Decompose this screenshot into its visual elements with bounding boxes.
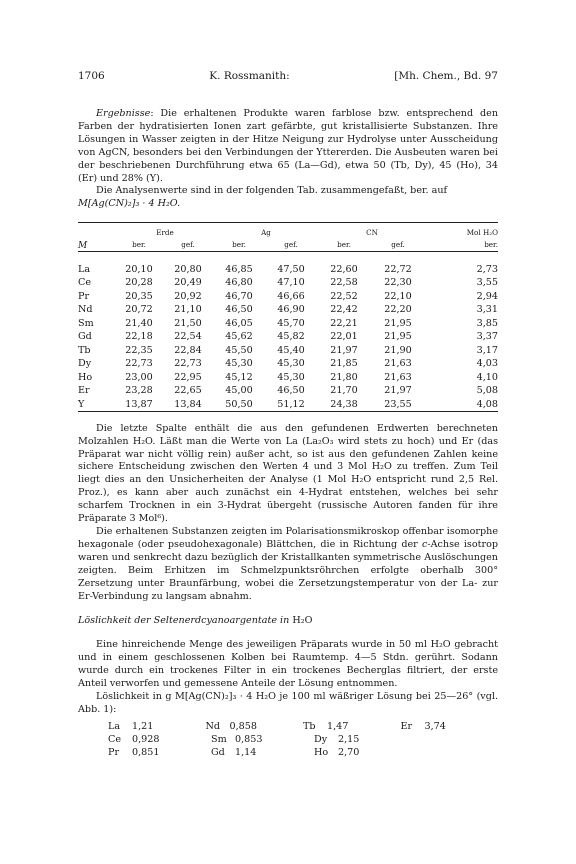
value-cell: 20,80 (174, 263, 202, 275)
value-cell: 20,92 (174, 290, 202, 302)
value-cell: 46,85 (225, 263, 253, 275)
value-cell: 21,90 (384, 344, 412, 356)
solubility-entry (206, 721, 304, 734)
solubility-element: Er (400, 720, 413, 732)
section-title-text: Löslichkeit der Seltenerdcyanoargentate in (78, 615, 290, 627)
value-cell: 22,52 (330, 290, 358, 302)
value-cell: 46,50 (225, 304, 253, 315)
solubility-entry (211, 747, 314, 760)
value-cell: 21,95 (384, 317, 412, 329)
solubility-value: 1,21 (132, 720, 154, 732)
element-cell: Sm (78, 317, 94, 329)
section-title-formula: H₂O (292, 615, 313, 627)
results-text: : Die erhaltenen Produkte waren farblose bzw. entsprechend den Farben der hydratisierten Ionen zart gefärbte, gut kristallisierte Substanzen. Ihre Lösungen in Wasser zeigten in der Hitze Neigung zur Hydrolyse unter Ausscheidung von AgCN, besonders bei den Verbindungen der Yttererden. Die Ausbeuten waren bei der beschriebenen Durchführung etwa 65 (La—Gd), etwa 50 (Tb, Dy), 45 (Ho), 34 (Er) und 28% (Y). (78, 108, 498, 184)
value-cell: 20,28 (125, 277, 153, 288)
value-cell: 21,70 (330, 385, 358, 396)
value-cell: 21,40 (125, 317, 153, 329)
results-lead: Ergebnisse (96, 108, 151, 119)
value-cell: 23,28 (125, 385, 153, 396)
solubility-value: 2,70 (338, 746, 360, 758)
element-cell: Nd (78, 304, 93, 315)
value-cell: 22,73 (174, 358, 202, 369)
value-cell: 22,73 (125, 358, 153, 369)
value-cell: 46,05 (225, 317, 253, 329)
value-cell: 21,80 (330, 371, 358, 383)
analysis-intro-text: Die Analysenwerte sind in der folgenden Tab. zusammengefaßt, ber. auf (96, 185, 448, 197)
col-sub: gef. (391, 239, 405, 249)
value-cell: 45,62 (225, 331, 253, 342)
solubility-row (108, 747, 498, 760)
solubility-entry (401, 721, 499, 734)
solubility-element: Pr (108, 746, 120, 758)
running-journal: [Mh. Chem., Bd. 97 (394, 70, 498, 82)
value-cell: 20,49 (174, 277, 202, 288)
solubility-row (108, 734, 498, 747)
value-cell: 24,38 (318, 397, 370, 411)
solubility-entry (108, 734, 211, 747)
col-group-mol-h2o: Mol H₂O (426, 223, 498, 238)
element-cell: Ce (78, 277, 92, 288)
table-row (78, 303, 498, 317)
microscope-paragraph (78, 526, 498, 603)
value-cell: 3,37 (476, 331, 498, 342)
value-cell: 51,12 (264, 397, 318, 411)
table-row (78, 384, 498, 398)
value-cell: 13,87 (116, 397, 162, 411)
value-cell: 45,00 (225, 385, 253, 396)
element-cell: Pr (78, 290, 90, 302)
value-cell: 45,40 (277, 344, 305, 356)
analysis-table (78, 222, 498, 412)
value-cell: 3,31 (476, 304, 498, 315)
solubility-value: 3,74 (424, 720, 446, 732)
microscope-text-a: Die erhaltenen Substanzen zeigten im Polarisationsmikroskop offenbar isomorphe hexagonale (oder pseudohexagonale) Blättchen, die in Richtung der (78, 526, 498, 550)
solubility-row (108, 721, 498, 734)
col-group-ag: Ag (214, 223, 318, 238)
value-cell: 50,50 (214, 397, 264, 411)
solubility-value: 1,14 (235, 746, 257, 758)
solubility-element: La (108, 720, 121, 732)
value-cell: 21,97 (384, 385, 412, 396)
value-cell: 22,20 (384, 304, 412, 315)
value-cell: 22,18 (125, 331, 153, 342)
value-cell: 2,73 (476, 263, 498, 275)
value-cell: 21,50 (174, 317, 202, 329)
solubility-element: Tb (303, 720, 316, 732)
solubility-entry (108, 721, 206, 734)
value-cell: 45,50 (225, 344, 253, 356)
col-sub: gef. (181, 239, 195, 249)
table-row (78, 370, 498, 384)
solubility-value: 0,853 (235, 733, 263, 745)
value-cell: 47,10 (277, 277, 305, 288)
value-cell: 21,63 (384, 358, 412, 369)
value-cell: 22,84 (174, 344, 202, 356)
value-cell: 46,50 (277, 385, 305, 396)
value-cell: 21,97 (330, 344, 358, 356)
last-column-paragraph: Die letzte Spalte enthält die aus den gefundenen Erdwerten berechneten Molzahlen H₂O. Läßt man die Werte von La (La₂O₃ wird stets zu hoch) und Er (das Präparat war nicht völlig rein) außer acht, so ist aus den gefundenen Zahlen keine sichere Entscheidung zwischen den Werten 4 und 3 Mol H₂O zu treffen. Zum Teil liegt dies an den Unsicherheiten der Analyse (1 Mol H₂O entspricht rund 2,5 Rel. Proz.), es kann aber auch zunächst ein 4-Hydrat entstehen, welches bei sehr scharfem Trocknen in ein 3-Hydrat übergeht (russische Autoren fanden für ihre Präparate 3 Mol⁶). (78, 422, 498, 525)
value-cell: 47,50 (277, 263, 305, 275)
solubility-element: Sm (211, 733, 227, 745)
solubility-method-paragraph: Eine hinreichende Menge des jeweiligen Präparats wurde in 50 ml H₂O gebracht und in einem geschlossenen Kolben bei Raumtemp. 4—5 Stdn. gerührt. Sodann wurde durch ein trockenes Filter in ein trockenes Becherglas filtriert, der erste Anteil verworfen und gemessene Anteile der Lösung entnommen. (78, 639, 498, 690)
value-cell: 22,54 (174, 331, 202, 342)
value-cell: 20,10 (125, 263, 153, 275)
col-header-M: M (78, 223, 116, 252)
running-header (78, 70, 498, 84)
col-sub: ber. (484, 239, 498, 249)
solubility-value: 0,858 (229, 720, 257, 732)
solubility-value: 0,851 (132, 746, 160, 758)
page-number: 1706 (78, 70, 105, 82)
value-cell: 23,55 (370, 397, 426, 411)
element-cell: Er (78, 385, 90, 396)
value-cell: 22,35 (125, 344, 153, 356)
value-cell: 21,85 (330, 358, 358, 369)
solubility-list (108, 721, 498, 760)
value-cell: 21,63 (384, 371, 412, 383)
solubility-value: 1,47 (327, 720, 349, 732)
analysis-table-body (78, 262, 498, 411)
value-cell: 46,80 (225, 277, 253, 288)
table-row (78, 262, 498, 276)
solubility-entry (211, 734, 314, 747)
value-cell: 21,10 (174, 304, 202, 315)
value-cell: 45,70 (277, 317, 305, 329)
table-row (78, 276, 498, 290)
table-row (78, 330, 498, 344)
element-cell: Gd (78, 331, 92, 342)
value-cell: 20,72 (125, 304, 153, 315)
page (78, 70, 498, 760)
value-cell: 22,58 (330, 277, 358, 288)
value-cell: 45,82 (277, 331, 305, 342)
col-sub: ber. (337, 239, 351, 249)
col-sub: gef. (284, 239, 298, 249)
value-cell: 3,85 (476, 317, 498, 329)
running-author: K. Rossmanith: (209, 70, 290, 82)
solubility-value: 2,15 (338, 733, 360, 745)
solubility-element: Gd (211, 746, 225, 758)
analysis-table-wrap (78, 222, 498, 412)
value-cell: 13,84 (162, 397, 214, 411)
table-row (78, 316, 498, 330)
microscope-text-b: -Achse isotrop waren und senkrecht dazu bezüglich der Kristallkanten symmetrische Auslöschungen zeigten. Beim Erhitzen im Schmelzpunktsröhrchen erfolgte oberhalb 300° Zersetzung unter Braunfärbung, wobei die Zersetzungstemperatur von der La- zur Er-Verbindung zu langsam abnahm. (78, 538, 498, 602)
solubility-entry (314, 734, 417, 747)
value-cell: 45,30 (225, 358, 253, 369)
solubility-entry (303, 721, 401, 734)
section-title (78, 615, 498, 628)
solubility-element: Ce (108, 733, 122, 745)
element-cell: Y (78, 397, 116, 411)
solubility-element: Nd (205, 720, 221, 732)
table-row (78, 357, 498, 371)
value-cell: 5,08 (476, 385, 498, 396)
value-cell: 4,03 (476, 358, 498, 369)
analysis-formula: M[Ag(CN)₂]₃ · 4 H₂O. (78, 198, 181, 210)
analysis-intro (78, 185, 498, 211)
solubility-entry (314, 747, 417, 760)
col-sub: ber. (232, 239, 246, 249)
value-cell: 22,10 (384, 290, 412, 302)
table-row (78, 289, 498, 303)
value-cell: 2,94 (476, 290, 498, 302)
solubility-values-intro: Löslichkeit in g M[Ag(CN)₂]₃ · 4 H₂O je 100 ml wäßriger Lösung bei 25—26° (vgl. Abb. 1): (78, 690, 498, 715)
microscope-axis: c (421, 538, 428, 550)
col-group-cn: CN (318, 223, 426, 238)
element-cell: La (78, 263, 91, 275)
value-cell: 45,30 (277, 371, 305, 383)
value-cell: 23,00 (125, 371, 153, 383)
value-cell: 3,55 (476, 277, 498, 288)
value-cell: 22,72 (384, 263, 412, 275)
value-cell: 22,01 (330, 331, 358, 342)
solubility-element: Dy (314, 733, 328, 745)
value-cell: 46,66 (277, 290, 305, 302)
element-cell: Tb (78, 344, 91, 356)
value-cell: 22,30 (384, 277, 412, 288)
value-cell: 45,12 (225, 371, 253, 383)
col-sub: ber. (132, 239, 146, 249)
value-cell: 22,60 (330, 263, 358, 275)
value-cell: 45,30 (277, 358, 305, 369)
table-row (78, 397, 498, 411)
value-cell: 22,21 (330, 317, 358, 329)
solubility-entry (108, 747, 211, 760)
value-cell: 46,90 (277, 304, 305, 315)
solubility-value: 0,928 (132, 733, 160, 745)
value-cell: 20,35 (125, 290, 153, 302)
value-cell: 22,42 (330, 304, 358, 315)
value-cell: 46,70 (225, 290, 253, 302)
value-cell: 4,08 (426, 397, 498, 411)
table-row (78, 343, 498, 357)
value-cell: 3,17 (476, 344, 498, 356)
value-cell: 21,95 (384, 331, 412, 342)
col-group-erde: Erde (116, 223, 214, 238)
element-cell: Ho (78, 371, 93, 383)
element-cell: Dy (78, 358, 92, 369)
value-cell: 22,95 (174, 371, 202, 383)
results-paragraph (78, 108, 498, 185)
solubility-element: Ho (314, 746, 329, 758)
value-cell: 4,10 (476, 371, 498, 383)
value-cell: 22,65 (174, 385, 202, 396)
